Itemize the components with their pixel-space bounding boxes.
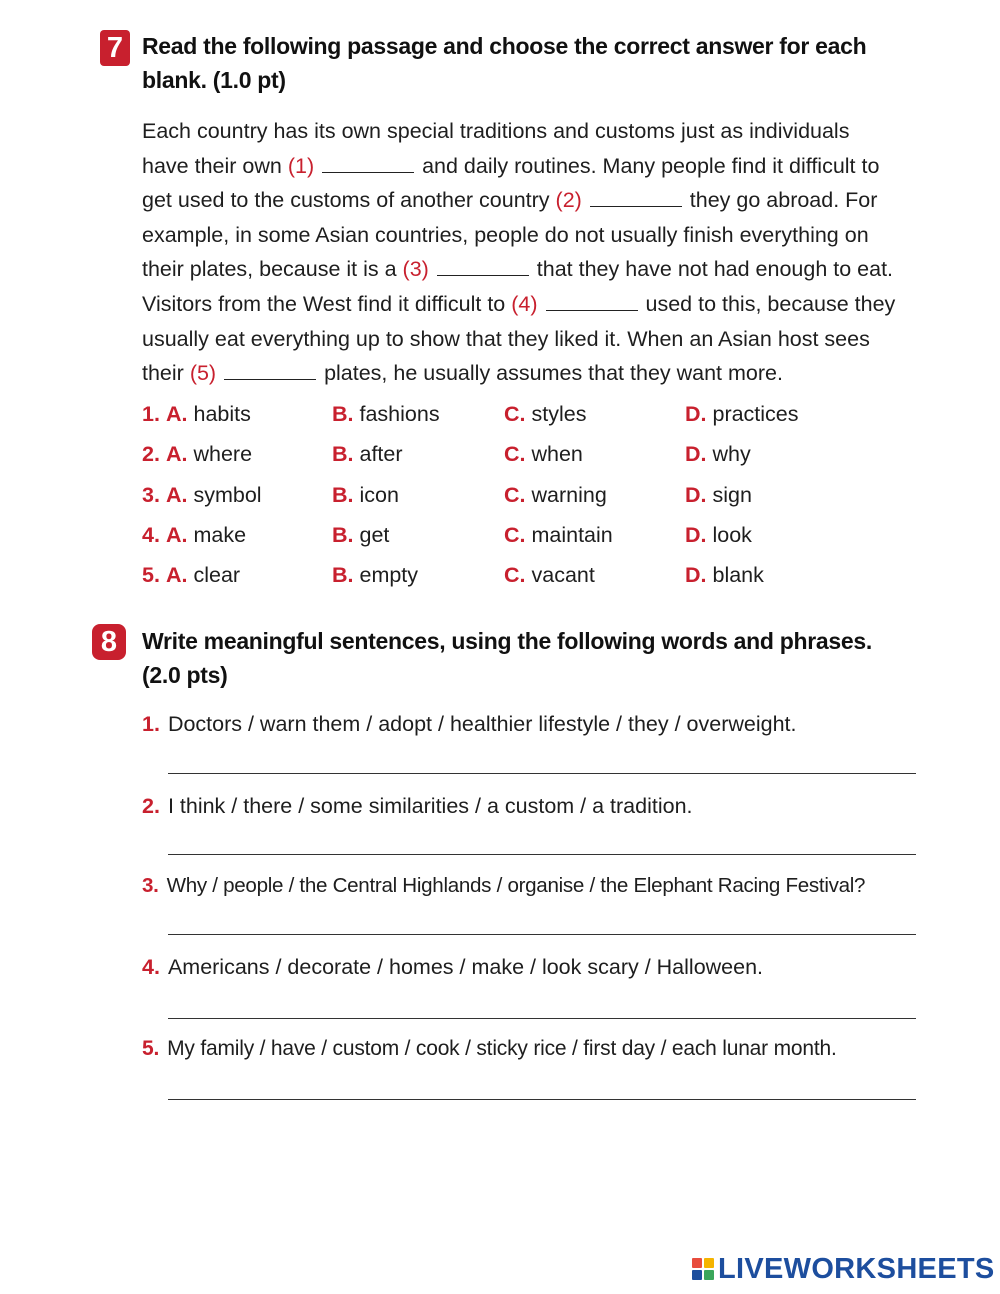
option-d[interactable]: D. look (685, 523, 752, 547)
option-d[interactable]: D. blank (685, 563, 764, 587)
passage-line: example, in some Asian countries, people do not usually finish everything on (142, 222, 869, 247)
passage-line: their (5) plates, he usually assumes that they want more. (142, 361, 783, 386)
exercise-8-title (142, 624, 872, 692)
exercise-7-title-line1: Read the following passage and choose the correct answer for each (142, 33, 867, 59)
blank-number-4: (4) (511, 291, 538, 316)
question-row (142, 563, 922, 593)
passage-line: usually eat everything up to show that they liked it. When an Asian host sees (142, 326, 870, 351)
option-b[interactable]: B. icon (332, 483, 399, 507)
option-a[interactable]: A. clear (166, 563, 241, 587)
sentence-prompt: 2. I think / there / some similarities / a custom / a tradition. (142, 794, 693, 818)
option-d[interactable]: D. practices (685, 402, 799, 426)
option-b[interactable]: B. get (332, 523, 390, 547)
option-b[interactable]: B. fashions (332, 402, 440, 426)
question-number: 2. (142, 442, 160, 466)
logo-text: LIVEWORKSHEETS (718, 1252, 995, 1285)
passage-line: Each country has its own special traditions and customs just as individuals (142, 119, 850, 143)
liveworksheets-logo (692, 1250, 995, 1288)
sentence-prompt: 5. My family / have / custom / cook / sticky rice / first day / each lunar month. (142, 1037, 837, 1060)
answer-line-4[interactable] (168, 1018, 916, 1019)
exercise-8-title-line1: Write meaningful sentences, using the following words and phrases. (142, 628, 872, 654)
blank-number-2: (2) (555, 188, 582, 213)
exercise-7-title (142, 29, 866, 97)
sentence-prompt: 1. Doctors / warn them / adopt / healthier lifestyle / they / overweight. (142, 712, 797, 736)
option-a[interactable]: A. habits (166, 402, 251, 426)
question-number: 4. (142, 523, 160, 547)
passage-line: get used to the customs of another country (2) they go abroad. For (142, 188, 878, 213)
option-c[interactable]: C. maintain (504, 523, 613, 547)
answer-line-1[interactable] (168, 773, 916, 774)
question-row (142, 523, 922, 553)
sentence-prompt: 3. Why / people / the Central Highlands / organise / the Elephant Racing Festival? (142, 874, 866, 897)
blank-number-5: (5) (189, 361, 217, 386)
option-d[interactable]: D. sign (685, 483, 752, 507)
passage-line: have their own (1) and daily routines. Many people find it difficult to (142, 153, 880, 178)
option-d[interactable]: D. why (685, 442, 751, 466)
passage-line: their plates, because it is a (3) that they have not had enough to eat. (142, 257, 894, 282)
question-number: 3. (142, 483, 160, 507)
sentence-prompt: 4. Americans / decorate / homes / make / look scary / Halloween. (142, 955, 764, 979)
blank-number-1: (1) (287, 153, 315, 178)
blank-number-3: (3) (402, 257, 429, 282)
option-b[interactable]: B. empty (332, 563, 419, 587)
answer-line-2[interactable] (168, 854, 916, 855)
blank-2[interactable] (590, 188, 682, 207)
reading-passage (142, 114, 914, 391)
option-c[interactable]: C. vacant (504, 563, 595, 587)
option-a[interactable]: A. symbol (166, 483, 262, 507)
blank-1[interactable] (322, 154, 414, 173)
exercise-8-badge: 8 (92, 624, 126, 660)
answer-line-3[interactable] (168, 934, 916, 935)
passage-line: Visitors from the West find it difficult to (4) used to this, because they (142, 291, 896, 316)
blank-3[interactable] (437, 257, 529, 276)
question-number: 5. (142, 563, 160, 587)
exercise-7-badge: 7 (100, 30, 130, 66)
exercise-8-title-line2: (2.0 pts) (142, 662, 228, 688)
blank-4[interactable] (546, 292, 638, 311)
option-c[interactable]: C. when (504, 442, 583, 466)
option-a[interactable]: A. where (166, 442, 253, 466)
option-a[interactable]: A. make (166, 523, 247, 547)
exercise-7-title-line2: blank. (1.0 pt) (142, 67, 286, 93)
question-row (142, 442, 922, 472)
option-b[interactable]: B. after (332, 442, 403, 466)
question-row (142, 402, 922, 432)
question-row (142, 483, 922, 513)
answer-line-5[interactable] (168, 1099, 916, 1100)
question-number: 1. (142, 402, 160, 426)
blank-5[interactable] (224, 361, 316, 380)
logo-grid-icon (692, 1258, 714, 1280)
option-c[interactable]: C. styles (504, 402, 587, 426)
option-c[interactable]: C. warning (504, 483, 607, 507)
